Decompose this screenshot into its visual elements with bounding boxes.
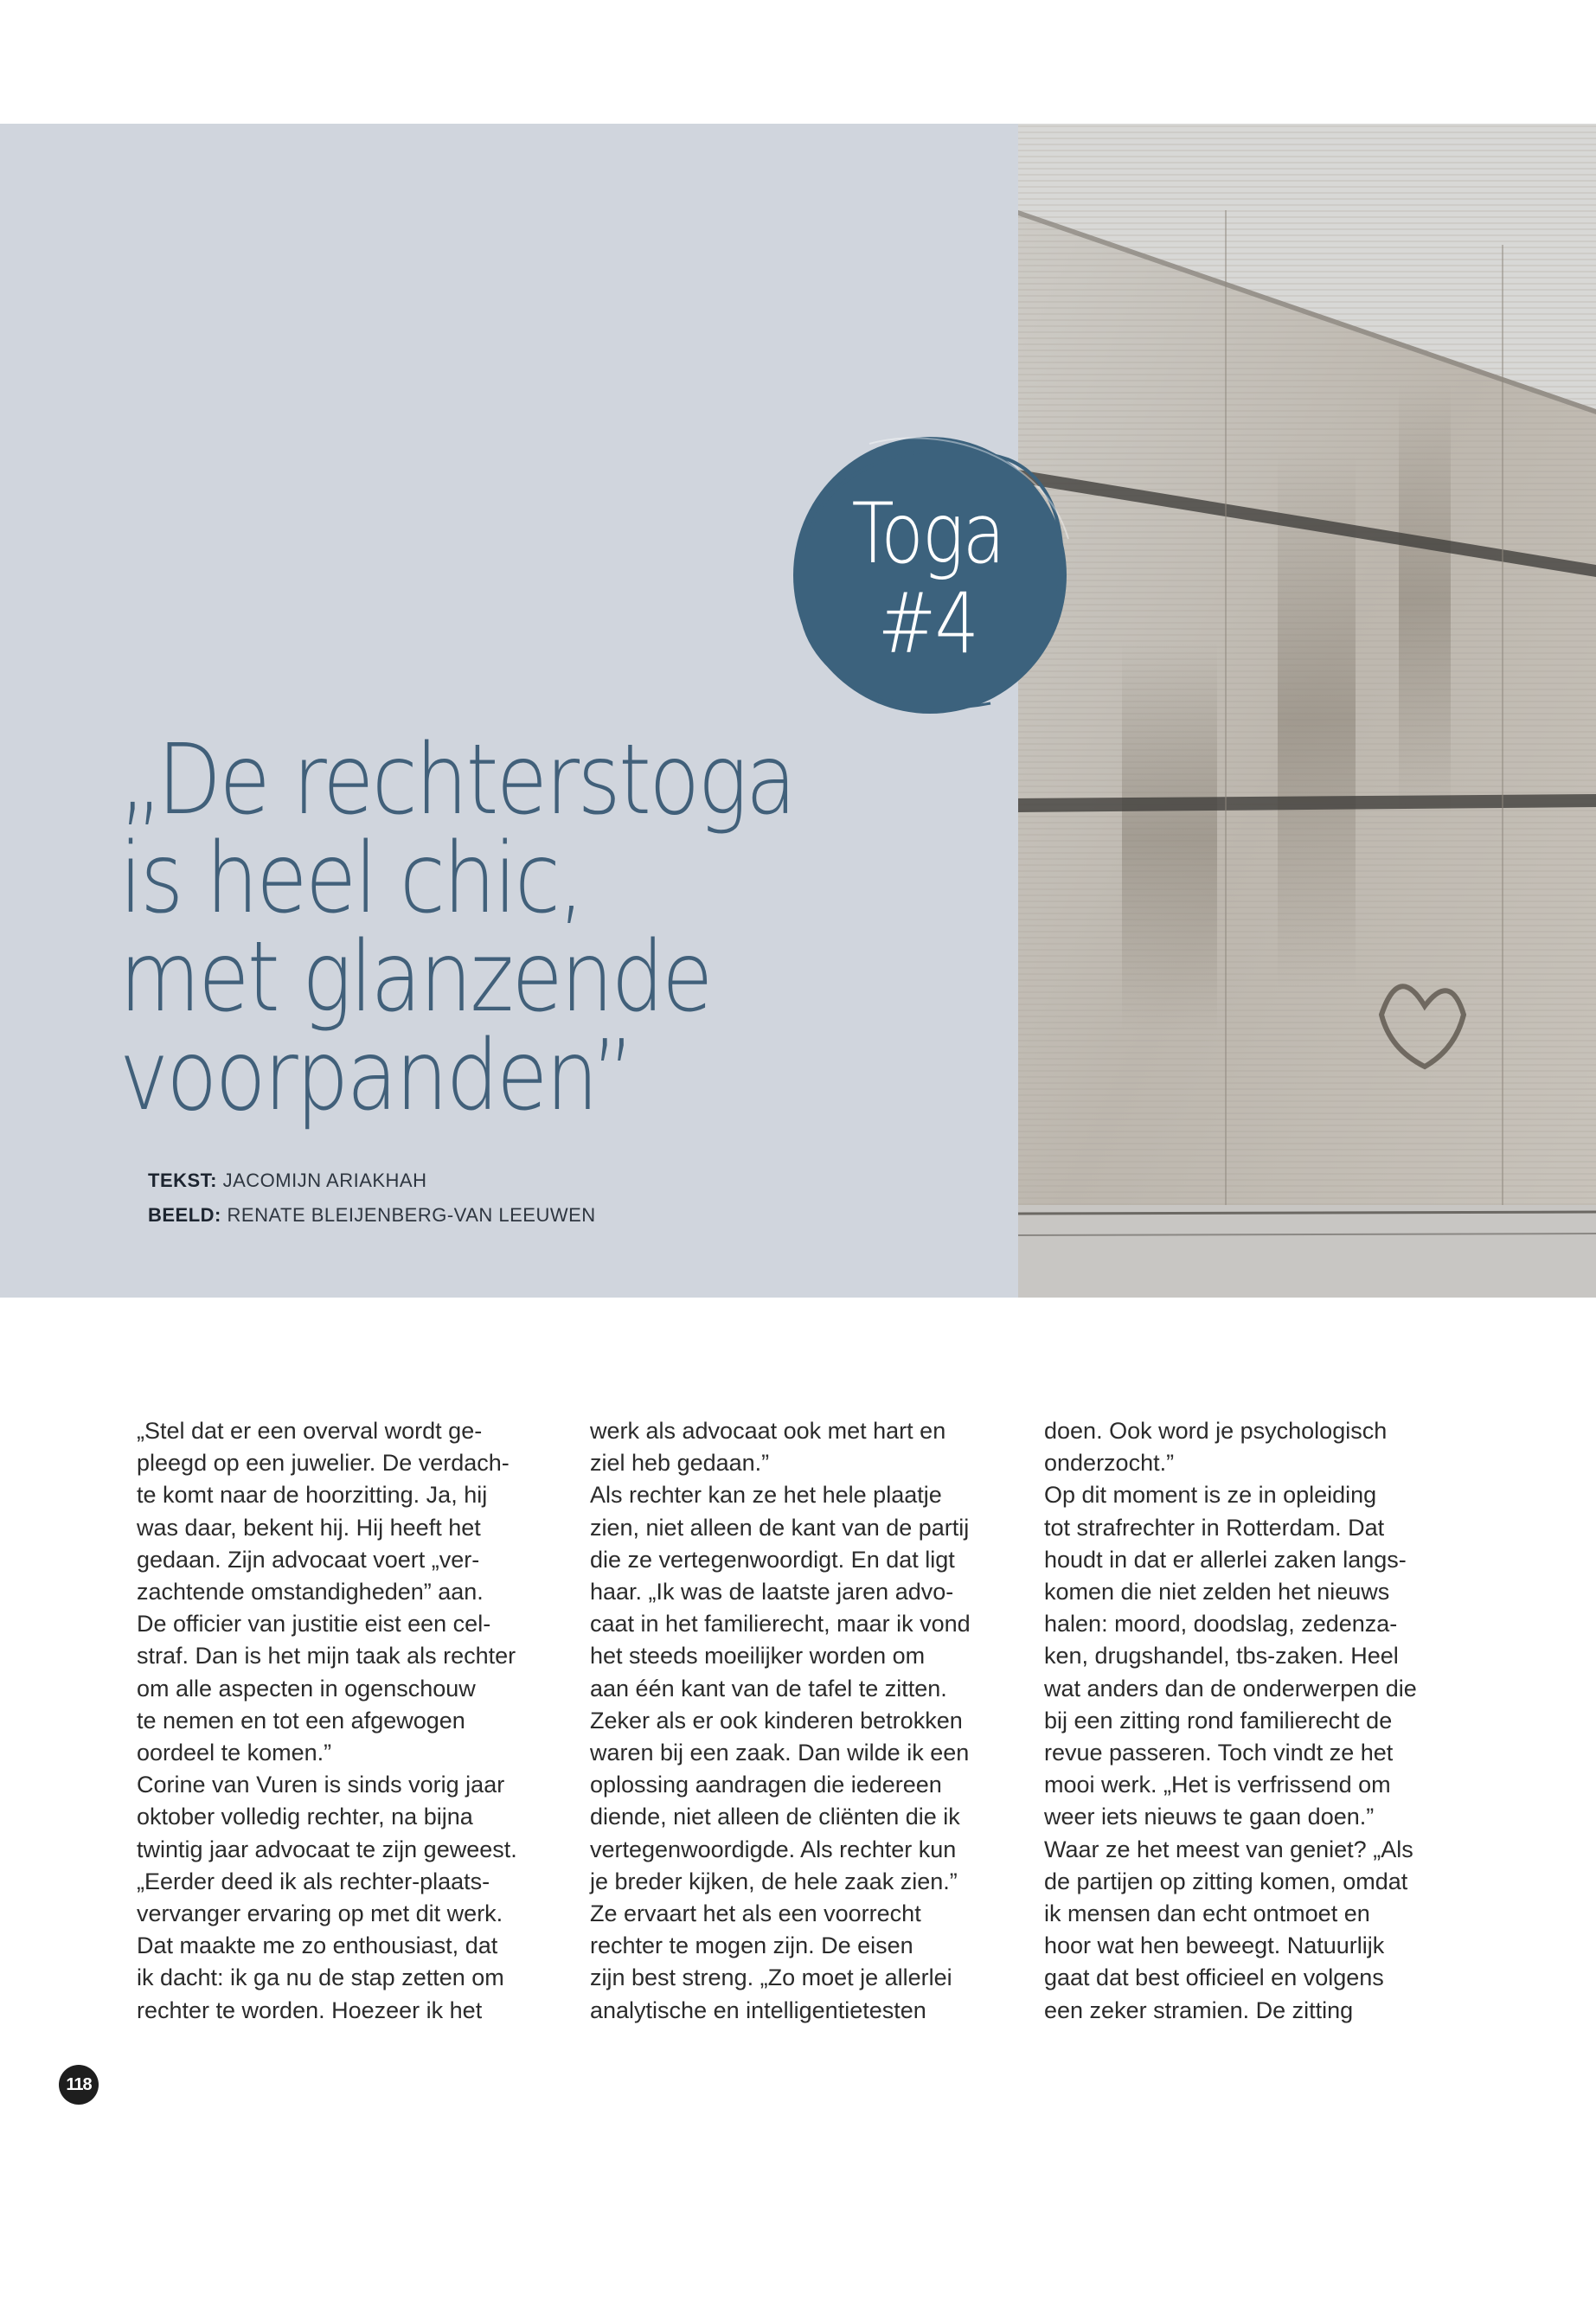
article-column-2 — [590, 1415, 1022, 2027]
article-line: de partijen op zitting komen, omdat — [1044, 1868, 1408, 1894]
article-line: tot strafrechter in Rotterdam. Dat — [1044, 1514, 1385, 1541]
article-line: rechter te mogen zijn. De eisen — [590, 1932, 913, 1959]
article-line: Corine van Vuren is sinds vorig jaar — [137, 1772, 505, 1798]
article-line: analytische en intelligentietesten — [590, 1997, 926, 2023]
article-line: werk als advocaat ook met hart en — [590, 1418, 946, 1444]
headline-line: met glanzende — [119, 921, 711, 1034]
badge-title: Toga — [851, 485, 1004, 582]
article-line: je breder kijken, de hele zaak zien.” — [590, 1868, 958, 1894]
article-line: halen: moord, doodslag, zedenza- — [1044, 1611, 1398, 1638]
article-line: Zeker als er ook kinderen betrokken — [590, 1707, 963, 1734]
article-line: revue passeren. Toch vindt ze het — [1044, 1740, 1394, 1766]
credits — [148, 1163, 596, 1233]
article-line: De officier van justitie eist een cel- — [137, 1611, 491, 1638]
article-line: Ze ervaart het als een voorrecht — [590, 1900, 921, 1927]
article-line: Op dit moment is ze in opleiding — [1044, 1482, 1377, 1509]
concrete-wall-photo — [1018, 124, 1596, 1298]
credit-image-row — [148, 1198, 596, 1233]
article-line: „Eerder deed ik als rechter-plaats- — [137, 1868, 490, 1894]
article-line: pleegd op een juwelier. De verdach- — [137, 1450, 510, 1477]
article-line: ik mensen dan echt ontmoet en — [1044, 1900, 1370, 1927]
article-line: straf. Dan is het mijn taak als rechter — [137, 1643, 516, 1670]
article-line: doen. Ook word je psychologisch — [1044, 1418, 1388, 1444]
article-line: onderzocht.” — [1044, 1450, 1175, 1477]
credit-text-row — [148, 1163, 596, 1198]
article-line: gaat dat best officieel en volgens — [1044, 1965, 1384, 1991]
article-column-3 — [1044, 1415, 1477, 2027]
credit-text-label: TEKST: — [148, 1170, 217, 1191]
article-line: was daar, bekent hij. Hij heeft het — [137, 1514, 481, 1541]
article-line: hoor wat hen beweegt. Natuurlijk — [1044, 1932, 1385, 1959]
badge-number: #4 — [877, 575, 978, 672]
headline — [119, 724, 795, 1132]
article-column-1 — [137, 1415, 569, 2027]
article-line: Dat maakte me zo enthousiast, dat — [137, 1932, 498, 1959]
article-line: rechter te worden. Hoezeer ik het — [137, 1997, 483, 2023]
credit-image-value: RENATE BLEIJENBERG-VAN LEEUWEN — [227, 1204, 596, 1226]
toga-badge — [783, 426, 1073, 725]
article-line: om alle aspecten in ogenschouw — [137, 1675, 476, 1702]
article-line: te komt naar de hoorzitting. Ja, hij — [137, 1482, 488, 1509]
article-line: zien, niet alleen de kant van de partij — [590, 1514, 970, 1541]
article-line: mooi werk. „Het is verfrissend om — [1044, 1772, 1391, 1798]
headline-line: is heel chic, — [119, 823, 583, 935]
article-line: die ze vertegenwoordigt. En dat ligt — [590, 1546, 955, 1573]
article-line: komen die niet zelden het nieuws — [1044, 1579, 1390, 1606]
headline-line: „De rechterstoga — [119, 724, 795, 836]
article-line: weer iets nieuws te gaan doen.” — [1044, 1804, 1375, 1830]
article-line: bij een zitting rond familierecht de — [1044, 1707, 1393, 1734]
article-line: zijn best streng. „Zo moet je allerlei — [590, 1965, 952, 1991]
article-line: haar. „Ik was de laatste jaren advo- — [590, 1579, 954, 1606]
article-line: caat in het familierecht, maar ik vond — [590, 1611, 971, 1638]
article-line: ken, drugshandel, tbs-zaken. Heel — [1044, 1643, 1399, 1670]
article-line: vertegenwoordigde. Als rechter kun — [590, 1836, 957, 1862]
page-number: 118 — [59, 2065, 99, 2105]
article-line: aan één kant van de tafel te zitten. — [590, 1675, 947, 1702]
article-line: een zeker stramien. De zitting — [1044, 1997, 1354, 2023]
article-line: Als rechter kan ze het hele plaatje — [590, 1482, 942, 1509]
article-line: ziel heb gedaan.” — [590, 1450, 770, 1477]
article-line: houdt in dat er allerlei zaken langs- — [1044, 1546, 1407, 1573]
article-line: wat anders dan de onderwerpen die — [1044, 1675, 1417, 1702]
article-line: vervanger ervaring op met dit werk. — [137, 1900, 503, 1927]
article-line: Waar ze het meest van geniet? „Als — [1044, 1836, 1413, 1862]
article-line: diende, niet alleen de cliënten die ik — [590, 1804, 960, 1830]
concrete-wall-image — [1018, 124, 1596, 1298]
article-line: oplossing aandragen die iedereen — [590, 1772, 942, 1798]
article-line: te nemen en tot een afgewogen — [137, 1707, 465, 1734]
article-line: ik dacht: ik ga nu de stap zetten om — [137, 1965, 504, 1991]
article-line: gedaan. Zijn advocaat voert „ver- — [137, 1546, 480, 1573]
article-line: oordeel te komen.” — [137, 1740, 332, 1766]
credit-text-value: JACOMIJN ARIAKHAH — [222, 1170, 427, 1191]
article-line: zachtende omstandigheden” aan. — [137, 1579, 484, 1606]
headline-line: voorpanden” — [119, 1020, 633, 1132]
article-line: twintig jaar advocaat te zijn geweest. — [137, 1836, 517, 1862]
article-line: oktober volledig rechter, na bijna — [137, 1804, 473, 1830]
article-line: waren bij een zaak. Dan wilde ik een — [590, 1740, 970, 1766]
article-line: het steeds moeilijker worden om — [590, 1643, 926, 1670]
credit-image-label: BEELD: — [148, 1204, 221, 1226]
article-line: „Stel dat er een overval wordt ge- — [137, 1418, 483, 1444]
